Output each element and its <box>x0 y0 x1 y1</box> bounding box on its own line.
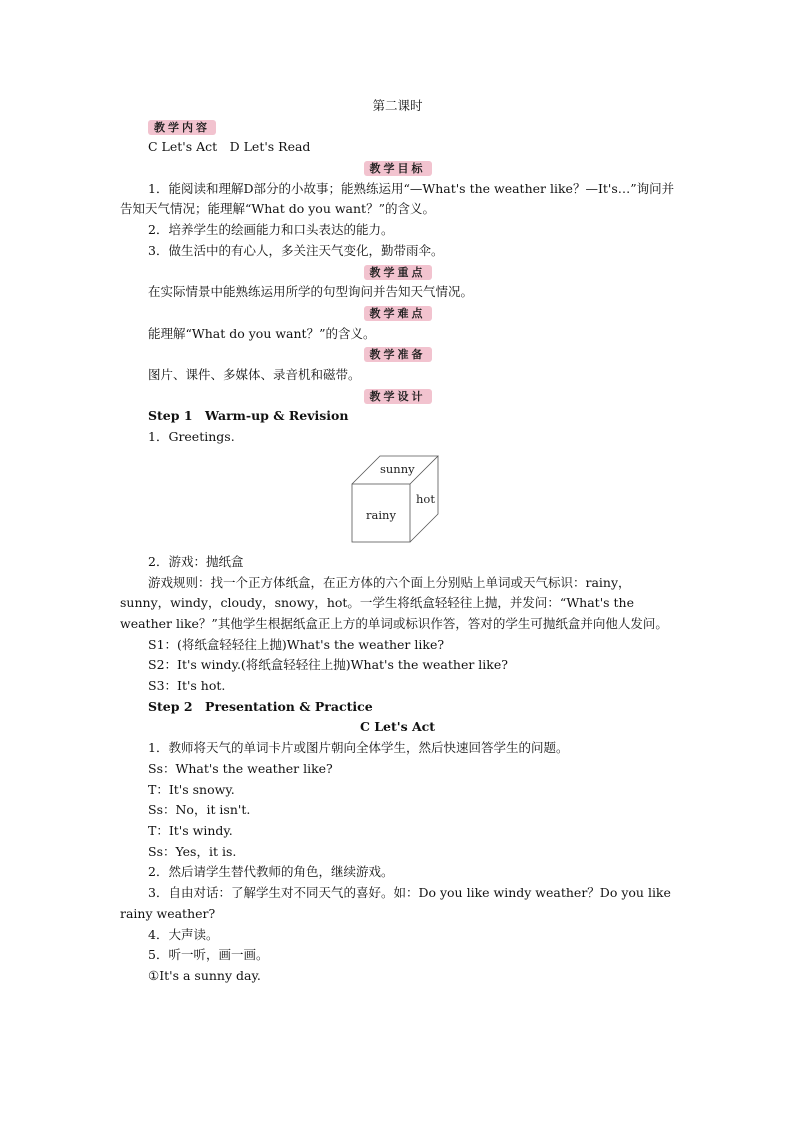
design-badge: 教学设计 <box>364 389 432 404</box>
step2-subtitle: C Let's Act <box>359 719 436 735</box>
key-badge: 教学重点 <box>364 265 432 280</box>
lesson-title: 第二课时 <box>372 98 423 113</box>
step2-title: Step 2 Presentation & Practice <box>148 698 373 714</box>
dialogue-line: S2：It's windy.(将纸盒轻轻往上抛)What's the weather like? <box>148 657 508 673</box>
dialogue-line: S3：It's hot. <box>148 678 226 694</box>
game-rule: 游戏规则：找一个正方体纸盒，在正方体的六个面上分别贴上单词或天气标识：rainy，sunny，windy，cloudy，snowy，hot。一学生将纸盒轻轻往上抛，并发问：“What's the weather like？”其他学生根据纸盒正上方的单词或标识作答，答对的学生可抛纸盒并向他人发问。 <box>120 574 668 631</box>
cube-drawing <box>350 454 446 546</box>
step1-title: Step 1 Warm-up & Revision <box>148 408 349 424</box>
step2-subitem: ①It's a sunny day. <box>148 967 261 983</box>
step2-item: 2．然后请学生替代教师的角色，继续游戏。 <box>148 864 394 880</box>
dialogue-line: Ss：Yes，it is. <box>148 843 237 859</box>
key-badge-row <box>120 262 675 283</box>
game-title: 2．游戏：抛纸盒 <box>148 553 244 569</box>
prep-badge: 教学准备 <box>364 347 432 362</box>
goals-badge: 教学目标 <box>364 161 432 176</box>
design-badge-row <box>120 386 675 407</box>
goal-item: 1．能阅读和理解D部分的小故事；能熟练运用“—What's the weather like？—It's…”询问并告知天气情况；能理解“What do you want？”的含义。 <box>120 180 675 217</box>
dialogue-line: T：It's windy. <box>148 823 233 838</box>
key-text: 在实际情景中能熟练运用所学的句型询问并告知天气情况。 <box>148 284 474 300</box>
cube-top-label: sunny <box>379 461 415 476</box>
dialogue-line: Ss：What's the weather like? <box>148 760 333 776</box>
cube-figure <box>120 448 675 552</box>
cube-front-label: rainy <box>365 507 396 522</box>
goal-item: 3．做生活中的有心人，多关注天气变化，勤带雨伞。 <box>148 242 444 258</box>
greetings-item: 1．Greetings. <box>148 429 235 445</box>
cube-side-label: hot <box>415 491 435 506</box>
step2-item: 4．大声读。 <box>148 926 219 942</box>
difficult-badge-row <box>120 303 675 324</box>
content-text: C Let's Act D Let's Read <box>148 139 311 155</box>
prep-badge-row <box>120 344 675 365</box>
step2-item: 5．听一听，画一画。 <box>148 947 269 963</box>
difficult-text: 能理解“What do you want？”的含义。 <box>148 325 376 341</box>
goals-badge-row <box>120 158 675 179</box>
step2-item: 3．自由对话：了解学生对不同天气的喜好。如：Do you like windy weather？Do you like rainy weather? <box>120 885 671 921</box>
step2-item: 1．教师将天气的单词卡片或图片朝向全体学生，然后快速回答学生的问题。 <box>148 740 569 756</box>
content-badge: 教学内容 <box>148 120 216 135</box>
dialogue-line: T：It's snowy. <box>148 781 235 797</box>
difficult-badge: 教学难点 <box>364 306 432 321</box>
prep-text: 图片、课件、多媒体、录音机和磁带。 <box>148 367 361 383</box>
goal-item: 2．培养学生的绘画能力和口头表达的能力。 <box>148 222 394 238</box>
content-badge-row <box>120 117 675 138</box>
dialogue-line: Ss：No，it isn't. <box>148 802 251 818</box>
dialogue-line: S1：(将纸盒轻轻往上抛)What's the weather like? <box>148 636 445 652</box>
lesson-content <box>120 96 675 987</box>
